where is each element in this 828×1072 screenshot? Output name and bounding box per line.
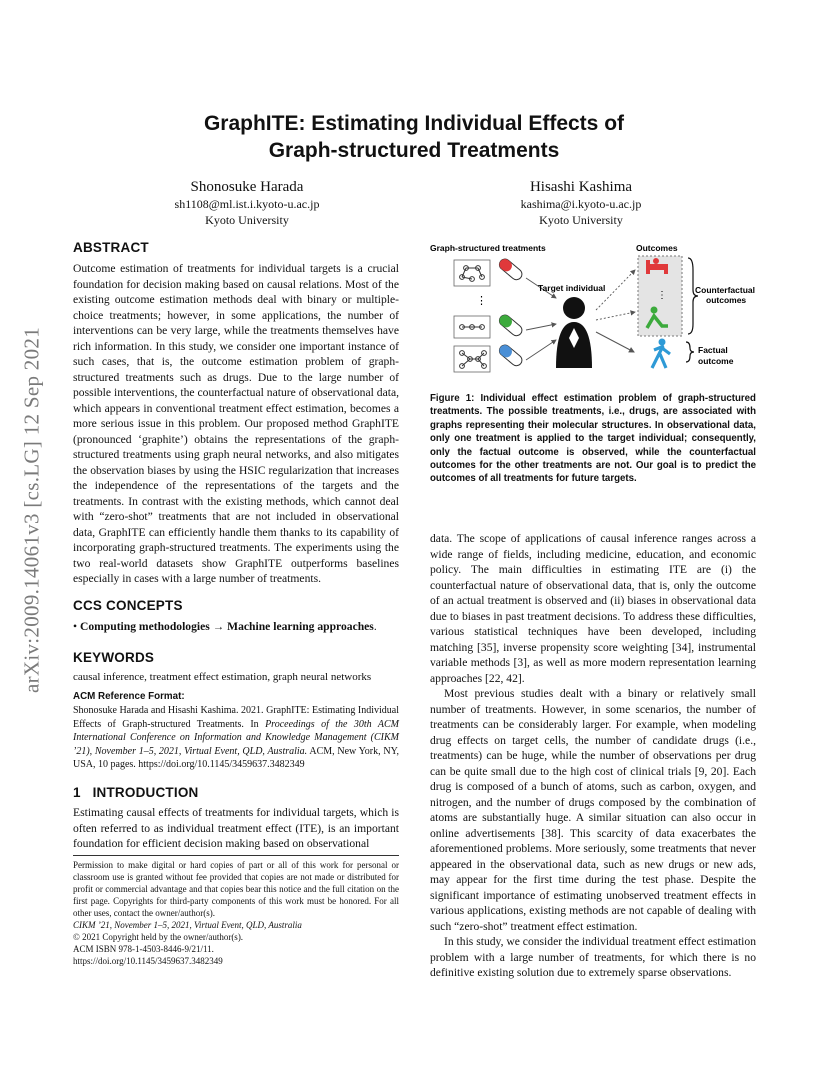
brace-icon <box>686 342 694 362</box>
ellipsis-icon: ⋮ <box>476 295 487 307</box>
label-counterfactual: outcomes <box>706 295 747 305</box>
ccs-bullet: • <box>73 620 78 633</box>
intro-text-left: Estimating causal effects of treatments for individual targets, which is often referred to as individual treatment effect (ITE), is an important foundation for efficient decision making based on observational <box>73 806 399 850</box>
abstract-text: Outcome estimation of treatments for individual targets is a crucial foundation for decision making based on causal relations. Most of the existing outcome estimation methods deal with binary or multiple-choice treatments; however, in some applications, the number of interventions can be very large, while the treatments themselves have rich information. In this study, we consider one important instance of such cases, that is, the outcome estimation problem of graph-structured treatments such as drugs. Due to the large number of possible interventions, the counterfactual nature of observational data, which appears in conventional treatment effect estimation, becomes a more serious issue in this problem. Our proposed method GraphITE (pronounced ‘graphite’) obtains the representations of the graph-structured treatments using graph neural networks, and also mitigates the observation biases by using the HSIC regularization that increases the independence of the representations of the targets and the treatments. In contrast with the existing methods, which cannot deal with “zero-shot” treatments that are not included in observational data, GraphITE can efficiently handle them thanks to its capability of incorporating graph-structured treatments. The experiments using the two real-world datasets show GraphITE outperforms baselines especially in cases with a large number of treatments. <box>73 262 399 585</box>
figure-caption <box>430 392 756 486</box>
abstract-heading: ABSTRACT <box>73 240 149 255</box>
title-line-2: Graph-structured Treatments <box>268 139 560 162</box>
paper-title <box>140 110 688 164</box>
title-line-1: GraphITE: Estimating Individual Effects of <box>203 112 625 135</box>
caption-text: Individual effect estimation problem of graph-structured treatments. The possible treatments, i.e., drugs, are associated with graphs representing their molecular structures. In observational data, only one treatment is applied to the target individual; consequently, only the factual outcome is observed, while the counterfactual outcomes for the other treatments are not. Our goal is to predict the outcomes of all treatments for future targets. <box>430 393 756 485</box>
brace-icon <box>688 258 698 334</box>
label-treatments: Graph-structured treatments <box>430 243 546 253</box>
footnote-conference: CIKM ’21, November 1–5, 2021, Virtual Event, QLD, Australia <box>73 920 302 930</box>
paragraph: In this study, we consider the individual treatment effect estimation problem with a large number of treatments, for which there is no definitive existing solution due to extremely sparse observations. <box>430 935 756 979</box>
author-affiliation: Kyoto University <box>539 213 623 227</box>
ccs-period: . <box>373 620 377 633</box>
author-name: Shonosuke Harada <box>190 179 304 195</box>
person-icon <box>556 297 592 368</box>
acm-ref-text <box>73 704 399 772</box>
running-person-icon <box>652 339 670 369</box>
author-email: kashima@i.kyoto-u.ac.jp <box>520 197 642 211</box>
pill-icon <box>497 343 524 368</box>
arxiv-id: arXiv:2009.14061v3 [cs.LG] 12 Sep 2021 <box>19 326 44 694</box>
pill-icon <box>497 257 524 282</box>
ccs-concepts <box>73 619 399 635</box>
author-affiliation: Kyoto University <box>205 213 289 227</box>
footnote-isbn: ACM ISBN 978-1-4503-8446-9/21/11. <box>73 944 214 954</box>
caption-label: Figure 1: <box>430 393 475 404</box>
paragraph: data. The scope of applications of causal inference ranges across a wide range of fields, including medicine, education, and economic policy. The main difficulties in estimating ITE are (i) the counterfactual nature of observational data, that is, only the outcome of an actual treatment is observed and (ii) biases in observational data due to biases in past treatment decisions. To address these difficulties, various statistical techniques have been developed, including matching [35], inverse propensity score weighting [34], instrumental variable methods [3], as well as more modern representation learning approaches [22, 42]. <box>430 532 756 685</box>
section-title: INTRODUCTION <box>92 785 199 800</box>
acm-ref-part: Shonosuke Harada and Hisashi Kashima. 2021. GraphITE: Estimating Individual Effects of Graph-structured Treatments. In <box>73 705 399 730</box>
label-factual: outcome <box>698 356 734 366</box>
intro-heading <box>73 785 198 800</box>
keywords-text: causal inference, treatment effect estimation, graph neural networks <box>73 671 372 683</box>
keywords-heading: KEYWORDS <box>73 650 155 665</box>
acm-ref-part: ACM, New York, NY, USA, 10 pages. https://doi.org/10.1145/3459637.3482349 <box>73 745 399 770</box>
paragraph: Most previous studies dealt with a binary or relatively small number of treatments. However, in some scenarios, the number of treatments can be considerably larger. For example, when modeling drug effects on target cells, the number of candidate drugs (i.e., treatments) can be huge, while the number of observations per drug can be quite small due to the high cost of clinical trials [9, 20]. Each drug is composed of a bunch of atoms, such as carbon, oxygen, and nitrogen, and the number of drugs composed by the combination of atoms are substantially huge. A similar situation can also occur in online advertisements [38]. This scarcity of data exacerbates the aforementioned problems. More seriously, some treatments that never appeared in the observational data, such as new drugs or new ads, may appear for the first time during the test phase. Despite the significant importance of estimating unobserved treatment effects in various applications, existing methods are not capable of dealing with such “zero-shot” treatment effect estimation. <box>430 687 756 933</box>
section-number: 1 <box>73 785 81 800</box>
acm-ref-venue: Proceedings of the 30th ACM International Conference on Information and Knowledge Management (CIKM ’21), November 1–5, 2021, Virtual Event, QLD, Australia. <box>73 718 399 757</box>
footnote-doi: https://doi.org/10.1145/3459637.3482349 <box>73 956 223 966</box>
intro-text-right <box>430 531 756 981</box>
label-factual: Factual <box>698 345 728 355</box>
pill-icon <box>497 313 524 338</box>
footnote-copyright: © 2021 Copyright held by the owner/author(s). <box>73 932 244 942</box>
author-email: sh1108@ml.ist.i.kyoto-u.ac.jp <box>174 197 320 211</box>
label-target: Target individual <box>538 283 606 293</box>
ellipsis-icon: ⋮ <box>657 290 667 301</box>
author-name: Hisashi Kashima <box>529 179 633 195</box>
label-outcomes: Outcomes <box>636 243 678 253</box>
figure-illustration <box>428 240 760 380</box>
ccs-item: Computing methodologies <box>79 620 210 633</box>
footnote-permission: Permission to make digital or hard copies of part or all of this work for personal or classroom use is granted without fee provided that copies are not made or distributed for profit or commercial advantage and that copies bear this notice and the full citation on the first page. Copyrights for third-party components of this work must be honored. For all other uses, contact the owner/author(s). <box>73 860 399 918</box>
footnote-divider <box>73 855 399 856</box>
ccs-heading: CCS CONCEPTS <box>73 598 183 613</box>
molecule-icon <box>454 346 490 372</box>
molecule-icon <box>454 316 490 338</box>
label-counterfactual: Counterfactual <box>695 285 755 295</box>
arxiv-stamp <box>14 260 50 760</box>
molecule-icon <box>454 260 490 286</box>
author-block-1 <box>127 178 367 228</box>
ccs-item: Machine learning approaches <box>227 620 374 633</box>
author-block-2 <box>461 178 701 228</box>
figure-1 <box>428 240 760 380</box>
footnote-block <box>73 859 399 967</box>
acm-ref-heading: ACM Reference Format: <box>73 691 185 702</box>
ccs-arrow: → <box>212 620 225 633</box>
